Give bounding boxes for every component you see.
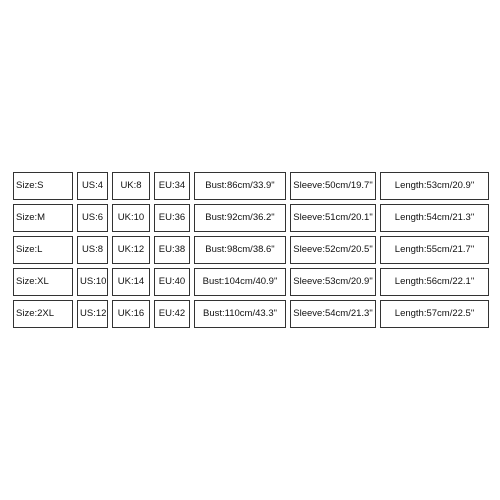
length-cell: Length:53cm/20.9" xyxy=(380,172,489,200)
sleeve-cell: Sleeve:53cm/20.9" xyxy=(290,268,376,296)
uk-size-cell: UK:12 xyxy=(112,236,150,264)
sleeve-cell: Sleeve:50cm/19.7" xyxy=(290,172,376,200)
uk-size-cell: UK:14 xyxy=(112,268,150,296)
us-size-cell: US:4 xyxy=(77,172,108,200)
sleeve-cell: Sleeve:54cm/21.3" xyxy=(290,300,376,328)
table-row xyxy=(13,172,489,200)
us-size-cell: US:6 xyxy=(77,204,108,232)
size-cell: Size:2XL xyxy=(13,300,73,328)
sleeve-cell: Sleeve:51cm/20.1" xyxy=(290,204,376,232)
eu-size-cell: EU:38 xyxy=(154,236,190,264)
uk-size-cell: UK:8 xyxy=(112,172,150,200)
length-cell: Length:54cm/21.3" xyxy=(380,204,489,232)
table-row xyxy=(13,300,489,328)
size-chart-table xyxy=(9,168,493,332)
uk-size-cell: UK:10 xyxy=(112,204,150,232)
table-row xyxy=(13,204,489,232)
size-cell: Size:M xyxy=(13,204,73,232)
eu-size-cell: EU:40 xyxy=(154,268,190,296)
size-cell: Size:S xyxy=(13,172,73,200)
bust-cell: Bust:110cm/43.3" xyxy=(194,300,286,328)
us-size-cell: US:10 xyxy=(77,268,108,296)
table-row xyxy=(13,268,489,296)
length-cell: Length:57cm/22.5" xyxy=(380,300,489,328)
size-cell: Size:L xyxy=(13,236,73,264)
bust-cell: Bust:104cm/40.9" xyxy=(194,268,286,296)
eu-size-cell: EU:42 xyxy=(154,300,190,328)
length-cell: Length:56cm/22.1" xyxy=(380,268,489,296)
eu-size-cell: EU:34 xyxy=(154,172,190,200)
us-size-cell: US:12 xyxy=(77,300,108,328)
sleeve-cell: Sleeve:52cm/20.5" xyxy=(290,236,376,264)
bust-cell: Bust:92cm/36.2" xyxy=(194,204,286,232)
us-size-cell: US:8 xyxy=(77,236,108,264)
size-cell: Size:XL xyxy=(13,268,73,296)
length-cell: Length:55cm/21.7" xyxy=(380,236,489,264)
bust-cell: Bust:86cm/33.9" xyxy=(194,172,286,200)
bust-cell: Bust:98cm/38.6" xyxy=(194,236,286,264)
uk-size-cell: UK:16 xyxy=(112,300,150,328)
table-row xyxy=(13,236,489,264)
eu-size-cell: EU:36 xyxy=(154,204,190,232)
